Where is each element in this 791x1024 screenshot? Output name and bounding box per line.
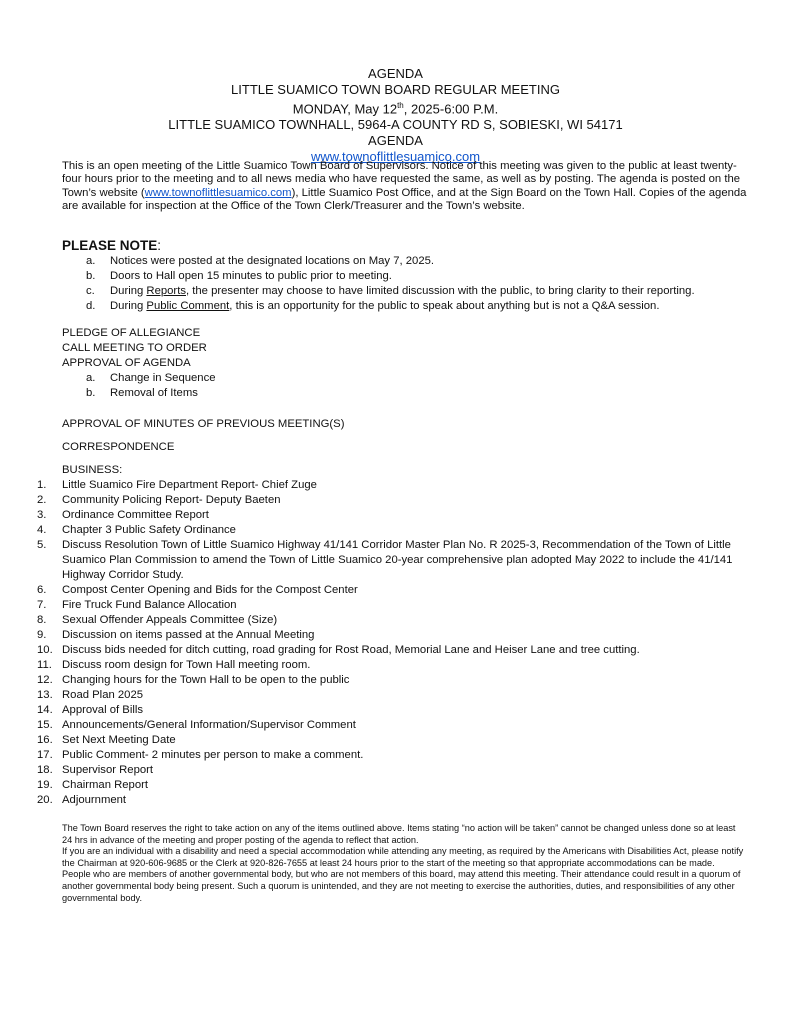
business-item: [37, 703, 747, 718]
footer-quorum-notice: People who are members of another governmental body, but who are not members of this board, may attend this meeting. Their attendance could result in a quorum of another governmental body being present. Such a quorum is unintended, and they are not meeting to exercise the authorities, duties, and responsibilities of any other governmental body.: [62, 869, 741, 903]
item-text: Changing hours for the Town Hall to be open to the public: [62, 674, 350, 686]
date-suffix: th: [397, 101, 404, 110]
notice-website-link[interactable]: www.townoflittlesuamico.com: [144, 186, 292, 199]
note-item: [86, 299, 695, 314]
item-number: 18.: [37, 764, 53, 776]
business-item: [37, 733, 747, 748]
item-text: Chairman Report: [62, 779, 149, 791]
item-text: Discussion on items passed at the Annual Meeting: [62, 629, 315, 641]
item-text: Sexual Offender Appeals Committee (Size): [62, 614, 278, 626]
item-text: Supervisor Report: [62, 764, 154, 776]
item-text: Compost Center Opening and Bids for the Compost Center: [62, 584, 358, 596]
sub-item-letter: b.: [86, 387, 96, 399]
item-text: Road Plan 2025: [62, 689, 144, 701]
item-number: 15.: [37, 719, 53, 731]
business-item: [37, 718, 747, 733]
please-note-title: PLEASE NOTE: [62, 238, 158, 253]
business-list: [37, 478, 747, 808]
note-letter: d.: [86, 300, 96, 312]
note-underlined-term: Reports: [146, 285, 186, 297]
business-item: [37, 538, 747, 583]
note-text: Notices were posted at the designated locations on May 7, 2025.: [110, 255, 435, 267]
business-item: [37, 478, 747, 493]
item-number: 20.: [37, 794, 53, 806]
please-note-heading: [62, 238, 161, 253]
item-number: 1.: [37, 479, 47, 491]
minutes-heading: APPROVAL OF MINUTES OF PREVIOUS MEETING(S): [62, 418, 345, 430]
item-text: Fire Truck Fund Balance Allocation: [62, 599, 237, 611]
header-meeting-date: [0, 98, 791, 117]
business-item: [37, 508, 747, 523]
sub-item-text: Change in Sequence: [110, 372, 216, 384]
note-text: , this is an opportunity for the public to speak about anything but is not a Q&A session.: [229, 300, 660, 312]
please-note-list: [86, 254, 695, 314]
item-text: Discuss room design for Town Hall meeting room.: [62, 659, 311, 671]
business-item: [37, 688, 747, 703]
item-number: 19.: [37, 779, 53, 791]
item-number: 5.: [37, 539, 47, 551]
note-text: Doors to Hall open 15 minutes to public prior to meeting.: [110, 270, 392, 282]
item-number: 17.: [37, 749, 53, 761]
item-text: Chapter 3 Public Safety Ordinance: [62, 524, 236, 536]
pledge-heading: PLEDGE OF ALLEGIANCE: [62, 327, 201, 339]
business-item: [37, 493, 747, 508]
note-item: [86, 284, 695, 299]
item-text: Adjournment: [62, 794, 127, 806]
item-number: 6.: [37, 584, 47, 596]
business-item: [37, 628, 747, 643]
footer-ada-notice: If you are an individual with a disability and need a special accommodation while attending any meeting, as required by the Americans with Disabilities Act, please notify the Chairman at 920-606-9685 or the Clerk at 920-826-7655 at least 24 hours prior to the start of the meeting so that appropriate accommodations can be made.: [62, 846, 744, 868]
item-number: 4.: [37, 524, 47, 536]
call-to-order-heading: CALL MEETING TO ORDER: [62, 342, 207, 354]
note-text: During: [110, 300, 147, 312]
meeting-year-time: , 2025-6:00 P.M.: [403, 101, 499, 117]
item-number: 2.: [37, 494, 47, 506]
website-link[interactable]: www.townoflittlesuamico.com: [310, 149, 481, 165]
item-number: 11.: [37, 659, 52, 671]
item-number: 14.: [37, 704, 53, 716]
item-number: 7.: [37, 599, 47, 611]
note-letter: a.: [86, 255, 96, 267]
approval-agenda-heading: APPROVAL OF AGENDA: [62, 357, 191, 369]
business-item: [37, 748, 747, 763]
item-text: Public Comment- 2 minutes per person to make a comment.: [62, 749, 364, 761]
notice-text-1: This is an open meeting of the Little Suamico Town Board of Supervisors. Notice of this meeting was given to the public at least twenty-four hours prior to the meeting and to all news media who have requested the same, as well as by posting. The agenda is posted on the Town’s website (: [62, 160, 741, 199]
item-text: Community Policing Report- Deputy Baeten: [62, 494, 281, 506]
business-item: [37, 778, 747, 793]
open-meeting-notice: [62, 160, 748, 214]
note-letter: b.: [86, 270, 96, 282]
business-heading: BUSINESS:: [62, 464, 123, 476]
sub-item-text: Removal of Items: [110, 387, 198, 399]
item-text: Discuss bids needed for ditch cutting, road grading for Rost Road, Memorial Lane and Heiser Lane and tree cutting.: [62, 644, 640, 656]
business-item: [37, 643, 747, 658]
header-meeting-name: LITTLE SUAMICO TOWN BOARD REGULAR MEETING: [231, 82, 560, 97]
note-item: [86, 254, 695, 269]
business-item: [37, 598, 747, 613]
meeting-date-text: MONDAY, May 12: [292, 101, 398, 117]
item-number: 3.: [37, 509, 47, 521]
footer-notices: [62, 823, 748, 904]
correspondence-heading: CORRESPONDENCE: [62, 441, 175, 453]
note-text: During: [110, 285, 147, 297]
footer-action-notice: The Town Board reserves the right to take action on any of the items outlined above. Items stating “no action will be taken” cannot be changed unless done so at least 24 hrs in advance of the meeting and proper posting of the agenda to reflect that action.: [62, 823, 736, 845]
item-text: Discuss Resolution Town of Little Suamico Highway 41/141 Corridor Master Plan No. R 2025-3, Recommendation of the Town of Little Suamico Plan Commission to amend the Town of Little Suamico 20-year comprehensive plan adopted May 2022 to include the 41/141 Highway Corridor Study.: [62, 539, 733, 581]
sub-item-letter: a.: [86, 372, 96, 384]
agenda-sub-item: [86, 371, 216, 386]
item-number: 8.: [37, 614, 47, 626]
business-item: [37, 673, 747, 688]
item-number: 13.: [37, 689, 53, 701]
notice-text-2: ), Little Suamico Post Office, and at the Sign Board on the Town Hall. Copies of the agenda are available for inspection at the Office of the Town Clerk/Treasurer and the Town’s website.: [62, 186, 747, 213]
note-item: [86, 269, 695, 284]
please-note-colon: :: [157, 238, 162, 253]
note-text: , the presenter may choose to have limited discussion with the public, to bring clarity to their reporting.: [185, 285, 695, 297]
item-number: 12.: [37, 674, 53, 686]
header-location: LITTLE SUAMICO TOWNHALL, 5964-A COUNTY RD S, SOBIESKI, WI 54171: [168, 117, 623, 133]
business-item: [37, 658, 747, 673]
item-text: Approval of Bills: [62, 704, 143, 716]
item-number: 16.: [37, 734, 53, 746]
header-agenda-subtitle: AGENDA: [368, 133, 423, 149]
business-item: [37, 763, 747, 778]
item-number: 10.: [37, 644, 53, 656]
item-number: 9.: [37, 629, 47, 641]
item-text: Little Suamico Fire Department Report- Chief Zuge: [62, 479, 317, 491]
note-letter: c.: [86, 285, 95, 297]
note-underlined-term: Public Comment: [146, 300, 230, 312]
business-item: [37, 613, 747, 628]
business-item: [37, 793, 747, 808]
item-text: Announcements/General Information/Supervisor Comment: [62, 719, 356, 731]
item-text: Ordinance Committee Report: [62, 509, 209, 521]
agenda-sub-item: [86, 386, 198, 401]
business-item: [37, 523, 747, 538]
business-item: [37, 583, 747, 598]
item-text: Set Next Meeting Date: [62, 734, 176, 746]
header-agenda-title: AGENDA: [368, 66, 423, 81]
agenda-header: [0, 66, 791, 165]
